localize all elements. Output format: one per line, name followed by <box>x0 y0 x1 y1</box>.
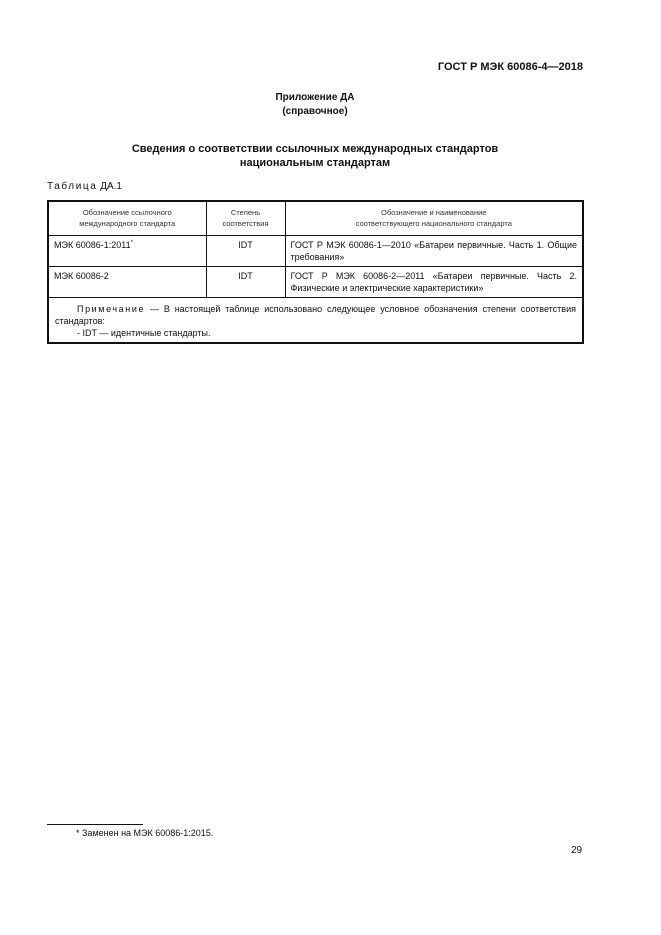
cell-national-standard: ГОСТ Р МЭК 60086-1—2010 «Батареи первичные. Часть 1. Общие требования» <box>285 236 583 267</box>
appendix-note: (справочное) <box>282 106 348 117</box>
note-dash: — <box>145 304 164 314</box>
header-national-line1: Обозначение и наименование <box>381 208 487 217</box>
cell-national-standard: ГОСТ Р МЭК 60086-2—2011 «Батареи первичные. Часть 2. Физические и электрические характеристики» <box>285 267 583 298</box>
intl-standard-code: МЭК 60086-2 <box>54 271 109 281</box>
table-row <box>48 236 583 267</box>
intl-standard-code: МЭК 60086-1:2011 <box>54 240 131 250</box>
header-degree-line1: Степень <box>230 208 261 217</box>
section-title-line2: национальным стандартам <box>239 157 391 169</box>
footnote-separator <box>47 824 143 825</box>
cell-degree: IDT <box>206 267 285 298</box>
header-national-standard <box>285 201 583 236</box>
page-number: 29 <box>571 845 583 856</box>
header-intl-standard <box>48 201 206 236</box>
table-header-row <box>48 201 583 236</box>
table-caption-prefix: Таблица <box>47 181 98 192</box>
table-caption-number: ДА.1 <box>100 181 122 192</box>
table-caption <box>47 181 122 192</box>
footnote-mark: * <box>130 240 133 246</box>
section-title-line1: Сведения о соответствии ссылочных международных стандартов <box>131 143 499 155</box>
cell-intl-standard <box>48 236 206 267</box>
table-note <box>48 298 583 344</box>
correspondence-table <box>47 200 584 344</box>
header-degree-line2: соответствия <box>222 219 269 228</box>
section-title <box>0 142 630 170</box>
cell-intl-standard <box>48 267 206 298</box>
appendix-title: Приложение ДА <box>275 92 355 103</box>
document-code: ГОСТ Р МЭК 60086-4—2018 <box>437 61 583 73</box>
table-note-row <box>48 298 583 344</box>
header-national-line2: соответствующего национального стандарта <box>355 219 512 228</box>
cell-degree: IDT <box>206 236 285 267</box>
header-intl-line2: международного стандарта <box>79 219 176 228</box>
header-intl-line1: Обозначение ссылочного <box>82 208 172 217</box>
header-degree <box>206 201 285 236</box>
note-paragraph <box>55 303 576 327</box>
footnote: * Заменен на МЭК 60086-1:2015. <box>76 828 214 838</box>
appendix-heading <box>0 91 630 119</box>
note-label: Примечание <box>77 304 146 314</box>
note-item: - IDT — идентичные стандарты. <box>77 328 211 338</box>
table-row <box>48 267 583 298</box>
note-text: В настоящей таблице использовано следующее условное обозначения степени соответствия стандартов: <box>55 304 576 326</box>
